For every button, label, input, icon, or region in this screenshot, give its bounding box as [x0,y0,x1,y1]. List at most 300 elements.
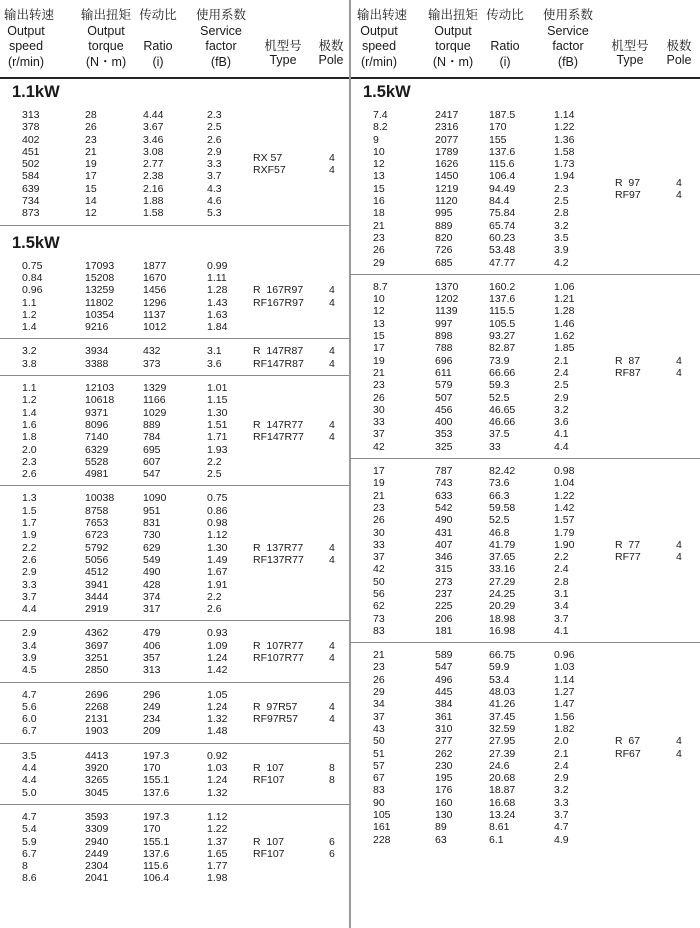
pole-count: 4 [676,735,682,748]
ratio-cell: 52.5 [489,391,510,404]
table-row [0,121,349,133]
service-factor-cell: 2.9 [207,145,222,158]
pole-count: 4 [329,284,335,297]
service-factor-cell: 1.93 [207,443,228,456]
torque-cell: 1219 [435,182,459,195]
table-row [351,698,700,710]
speed-cell: 37 [373,551,385,564]
ratio-cell: 41.79 [489,538,516,551]
speed-cell: 30 [373,526,385,539]
torque-cell: 997 [435,317,453,330]
torque-cell: 206 [435,612,453,625]
ratio-cell: 889 [143,418,161,431]
model-type: RF97 [615,188,641,201]
torque-cell: 195 [435,772,453,785]
ratio-cell: 3.67 [143,121,164,134]
table-row [0,492,349,504]
service-factor-cell: 4.7 [554,821,569,834]
pole-count: 4 [329,357,335,370]
service-factor-cell: 3.2 [554,403,569,416]
service-factor-cell: 2.1 [554,354,569,367]
ratio-cell: 18.98 [489,612,516,625]
table-row [0,134,349,146]
service-factor-cell: 4.6 [207,195,222,208]
header-speed: 输出转速 Output speed (r/min) [4,8,55,69]
speed-cell: 33 [373,416,385,429]
torque-cell: 2940 [85,835,109,848]
torque-cell: 273 [435,575,453,588]
torque-cell: 542 [435,501,453,514]
section-title: 1.5kW [12,233,60,252]
speed-cell: 12 [373,158,385,171]
torque-cell: 7140 [85,431,109,444]
torque-cell: 26 [85,121,97,134]
speed-cell: 1.4 [22,321,37,334]
table-row [0,848,349,860]
table-row [0,750,349,762]
torque-cell: 2304 [85,860,109,873]
ratio-cell: 59.58 [489,501,516,514]
ratio-cell: 24.25 [489,587,516,600]
torque-cell: 4362 [85,627,109,640]
speed-cell: 10 [373,145,385,158]
speed-cell: 3.2 [22,345,37,358]
speed-cell: 16 [373,195,385,208]
service-factor-cell: 1.03 [554,661,575,674]
service-factor-cell: 3.7 [554,612,569,625]
speed-cell: 15 [373,182,385,195]
model-type: R 167R97 [253,284,304,297]
torque-cell: 8096 [85,418,109,431]
speed-cell: 1.2 [22,308,37,321]
speed-cell: 4.4 [22,774,37,787]
table-header [0,0,349,78]
torque-cell: 3941 [85,578,109,591]
model-type: RF107 [253,847,285,860]
ratio-cell: 373 [143,357,161,370]
table-row [0,762,349,774]
speed-cell: 7.4 [373,109,388,121]
service-factor-cell: 2.0 [554,735,569,748]
torque-cell: 8758 [85,504,109,517]
torque-cell: 611 [435,366,452,379]
table-row [351,379,700,391]
table-row [351,257,700,269]
service-factor-cell: 0.96 [554,649,575,662]
table-row [0,207,349,219]
service-factor-cell: 3.3 [554,796,569,809]
torque-cell: 3265 [85,774,109,787]
table-row [351,293,700,305]
ratio-cell: 137.6 [489,293,516,306]
service-factor-cell: 2.1 [554,747,569,760]
header-type-en: Type [269,53,297,67]
speed-cell: 3.3 [22,578,37,591]
speed-cell: 67 [373,772,385,785]
ratio-cell: 59.9 [489,661,510,674]
speed-cell: 21 [373,489,385,502]
torque-cell: 3388 [85,357,109,370]
service-factor-cell: 0.75 [207,492,228,505]
service-factor-cell: 1.15 [207,394,228,407]
table-row [351,195,700,207]
torque-cell: 15 [85,182,97,195]
speed-cell: 2.6 [22,468,37,481]
service-factor-cell: 1.28 [207,284,228,297]
service-factor-cell: 0.93 [207,627,228,640]
table-row [0,579,349,591]
model-group [351,459,700,643]
model-group [0,744,349,805]
service-factor-cell: 1.09 [207,639,228,652]
service-factor-cell: 2.3 [554,182,569,195]
right-body [351,81,700,851]
table-row [0,529,349,541]
service-factor-cell: 2.6 [207,133,222,146]
ratio-cell: 6.1 [489,833,504,846]
table-row [0,836,349,848]
table-row [0,456,349,468]
table-row [351,477,700,489]
header-type [258,8,308,70]
ratio-cell: 106.4 [489,170,516,183]
service-factor-cell: 2.4 [554,563,569,576]
table-row [351,834,700,846]
service-factor-cell: 2.4 [554,366,569,379]
left-column [0,0,349,928]
torque-cell: 225 [435,600,453,613]
table-row [351,809,700,821]
speed-cell: 6.7 [22,725,37,738]
ratio-cell: 82.87 [489,342,516,355]
service-factor-cell: 1.32 [207,713,228,726]
service-factor-cell: 2.9 [554,772,569,785]
pole-count: 4 [329,345,335,358]
service-factor-cell: 1.04 [554,477,575,490]
service-factor-cell: 1.36 [554,133,575,146]
header-torque: 输出扭矩 Output torque (N・m) [80,8,131,69]
table-row [351,748,700,760]
torque-cell: 21 [85,145,97,158]
table-row [351,551,700,563]
speed-cell: 29 [373,686,385,699]
torque-cell: 7653 [85,517,109,530]
torque-cell: 1450 [435,170,459,183]
service-factor-cell: 3.9 [554,244,569,257]
table-row [351,674,700,686]
ratio-cell: 27.29 [489,575,516,588]
speed-cell: 21 [373,219,385,232]
speed-cell: 15 [373,330,385,343]
service-factor-cell: 4.9 [554,833,569,846]
speed-cell: 584 [22,170,40,183]
service-factor-cell: 1.90 [554,538,575,551]
service-factor-cell: 1.47 [554,698,575,711]
speed-cell: 1.7 [22,517,37,530]
service-factor-cell: 2.3 [207,109,222,121]
torque-cell: 787 [435,465,453,478]
table-row [351,723,700,735]
service-factor-cell: 4.1 [554,428,569,441]
header-torque: 输出扭矩 Output torque (N・m) [427,8,478,69]
table-row [351,170,700,182]
ratio-cell: 3.08 [143,145,164,158]
table-row [351,232,700,244]
torque-cell: 5528 [85,455,109,468]
speed-cell: 639 [22,182,40,195]
service-factor-cell: 1.98 [207,872,228,885]
right-column [351,0,700,928]
table-row [351,109,700,121]
torque-cell: 23 [85,133,97,146]
speed-cell: 23 [373,501,385,514]
table-row [0,811,349,823]
speed-cell: 23 [373,661,385,674]
torque-cell: 726 [435,244,453,257]
speed-cell: 4.5 [22,664,37,677]
torque-cell: 2919 [85,603,109,616]
speed-cell: 34 [373,698,385,711]
speed-cell: 26 [373,673,385,686]
table-row [351,527,700,539]
speed-cell: 2.9 [22,627,37,640]
speed-cell: 1.9 [22,529,37,542]
pole-count: 4 [329,651,335,664]
ratio-cell: 27.39 [489,747,516,760]
service-factor-cell: 1.22 [554,121,575,134]
ratio-cell: 24.6 [489,759,510,772]
service-factor-cell: 1.06 [554,280,575,293]
ratio-cell: 2.77 [143,158,164,171]
ratio-cell: 16.98 [489,624,516,637]
table-row [0,823,349,835]
service-factor-cell: 2.5 [554,379,569,392]
torque-cell: 696 [435,354,453,367]
torque-cell: 17 [85,170,97,183]
table-row [351,134,700,146]
service-factor-cell: 5.3 [207,207,222,220]
service-factor-cell: 3.6 [554,416,569,429]
ratio-cell: 32.59 [489,722,516,735]
model-group [0,339,349,376]
service-factor-cell: 1.94 [554,170,575,183]
torque-cell: 17093 [85,259,115,272]
ratio-cell: 115.6 [143,860,169,873]
speed-cell: 3.4 [22,639,37,652]
ratio-cell: 155 [489,133,507,146]
torque-cell: 507 [435,391,453,404]
table-row [0,183,349,195]
ratio-cell: 155.1 [143,835,170,848]
table-row [0,603,349,615]
torque-cell: 353 [435,428,453,441]
speed-cell: 33 [373,538,385,551]
speed-cell: 313 [22,109,40,121]
speed-cell: 105 [373,809,391,822]
ratio-cell: 33 [489,440,501,453]
ratio-cell: 52.5 [489,514,510,527]
header-speed: 输出转速 Output speed (r/min) [357,8,408,69]
ratio-cell: 105.5 [489,317,516,330]
ratio-cell: 3.46 [143,133,164,146]
ratio-cell: 46.8 [489,526,510,539]
ratio-cell: 1.58 [143,207,164,220]
table-row [351,576,700,588]
torque-cell: 28 [85,109,97,121]
speed-cell: 12 [373,305,385,318]
table-row [351,355,700,367]
speed-cell: 83 [373,624,385,637]
ratio-cell: 8.61 [489,821,510,834]
torque-cell: 4981 [85,468,109,481]
pole-count: 4 [676,176,682,189]
torque-cell: 547 [435,661,453,674]
torque-cell: 898 [435,330,453,343]
torque-cell: 2316 [435,121,459,134]
torque-cell: 445 [435,686,453,699]
torque-cell: 685 [435,256,453,269]
ratio-cell: 234 [143,713,161,726]
ratio-cell: 317 [143,603,161,616]
pole-count: 8 [329,774,335,787]
service-factor-cell: 4.3 [207,182,222,195]
ratio-cell: 1329 [143,382,167,395]
section-title: 1.5kW [363,83,411,101]
ratio-cell: 13.24 [489,809,516,822]
torque-cell: 181 [435,624,453,637]
service-factor-cell: 0.92 [207,749,228,762]
speed-cell: 5.6 [22,700,37,713]
table-row [351,539,700,551]
table-row [351,502,700,514]
torque-cell: 579 [435,379,453,392]
ratio-cell: 106.4 [143,872,170,885]
service-factor-cell: 1.24 [207,774,228,787]
table-row [351,342,700,354]
table-row [0,627,349,639]
torque-cell: 6329 [85,443,109,456]
speed-cell: 402 [22,133,40,146]
header-type [605,8,655,70]
torque-cell: 1139 [435,305,458,318]
table-row [351,465,700,477]
speed-cell: 4.4 [22,762,37,775]
speed-cell: 3.7 [22,590,37,603]
service-factor-cell: 1.27 [554,686,575,699]
ratio-cell: 84.4 [489,195,510,208]
model-group [0,103,349,226]
torque-cell: 3934 [85,345,109,358]
service-factor-cell: 2.5 [554,195,569,208]
torque-cell: 2850 [85,664,109,677]
speed-cell: 1.1 [22,382,37,395]
speed-cell: 5.0 [22,786,37,799]
torque-cell: 9371 [85,406,109,419]
speed-cell: 3.9 [22,651,37,664]
speed-cell: 1.1 [22,296,37,309]
ratio-cell: 37.65 [489,551,516,564]
speed-cell: 2.0 [22,443,37,456]
model-group [351,275,700,459]
torque-cell: 14 [85,195,97,208]
speed-cell: 17 [373,465,385,478]
model-type: RF107R77 [253,651,304,664]
speed-cell: 51 [373,747,385,760]
pole-count: 8 [329,762,335,775]
pole-count: 4 [676,747,682,760]
service-factor-cell: 0.98 [554,465,575,478]
model-type: RF147R87 [253,357,304,370]
speed-cell: 1.4 [22,406,37,419]
table-row [351,441,700,453]
ratio-cell: 1877 [143,259,167,272]
service-factor-cell: 0.86 [207,504,228,517]
model-group [0,621,349,682]
ratio-cell: 607 [143,455,161,468]
table-row [351,146,700,158]
torque-cell: 10618 [85,394,115,407]
ratio-cell: 37.45 [489,710,516,723]
table-row [351,711,700,723]
speed-cell: 26 [373,391,385,404]
model-type: RXF57 [253,164,286,177]
speed-cell: 0.75 [22,259,43,272]
speed-cell: 21 [373,366,385,379]
table-row [0,664,349,676]
torque-cell: 3444 [85,590,109,603]
table-row [351,244,700,256]
header-rule [0,77,349,79]
pole-count: 4 [676,551,682,564]
service-factor-cell: 1.63 [207,308,228,321]
ratio-cell: 428 [143,578,161,591]
speed-cell: 50 [373,575,385,588]
torque-cell: 89 [435,821,447,834]
ratio-cell: 2.38 [143,170,164,183]
speed-cell: 1.3 [22,492,37,505]
torque-cell: 5056 [85,553,109,566]
speed-cell: 734 [22,195,40,208]
torque-cell: 431 [435,526,453,539]
model-type: RF167R97 [253,296,304,309]
speed-cell: 8.7 [373,280,388,293]
table-row [351,367,700,379]
table-row [351,649,700,661]
torque-cell: 10038 [85,492,115,505]
pole-count: 4 [329,541,335,554]
ratio-cell: 197.3 [143,810,170,823]
ratio-cell: 48.03 [489,686,516,699]
torque-cell: 3045 [85,786,109,799]
ratio-cell: 66.3 [489,489,510,502]
torque-cell: 15208 [85,271,115,284]
header-ratio: 传动比 Ratio (i) [139,8,177,69]
service-factor-cell: 1.84 [207,321,228,334]
table-row [351,416,700,428]
ratio-cell: 730 [143,529,161,542]
service-factor-cell: 1.42 [207,664,228,677]
speed-cell: 1.6 [22,418,37,431]
speed-cell: 26 [373,244,385,257]
ratio-cell: 1456 [143,284,167,297]
ratio-cell: 65.74 [489,219,516,232]
service-factor-cell: 1.58 [554,145,575,158]
speed-cell: 6.0 [22,713,37,726]
torque-cell: 1120 [435,195,458,208]
model-type: R 87 [615,354,641,367]
torque-cell: 19 [85,158,97,171]
header-rule [351,77,700,79]
